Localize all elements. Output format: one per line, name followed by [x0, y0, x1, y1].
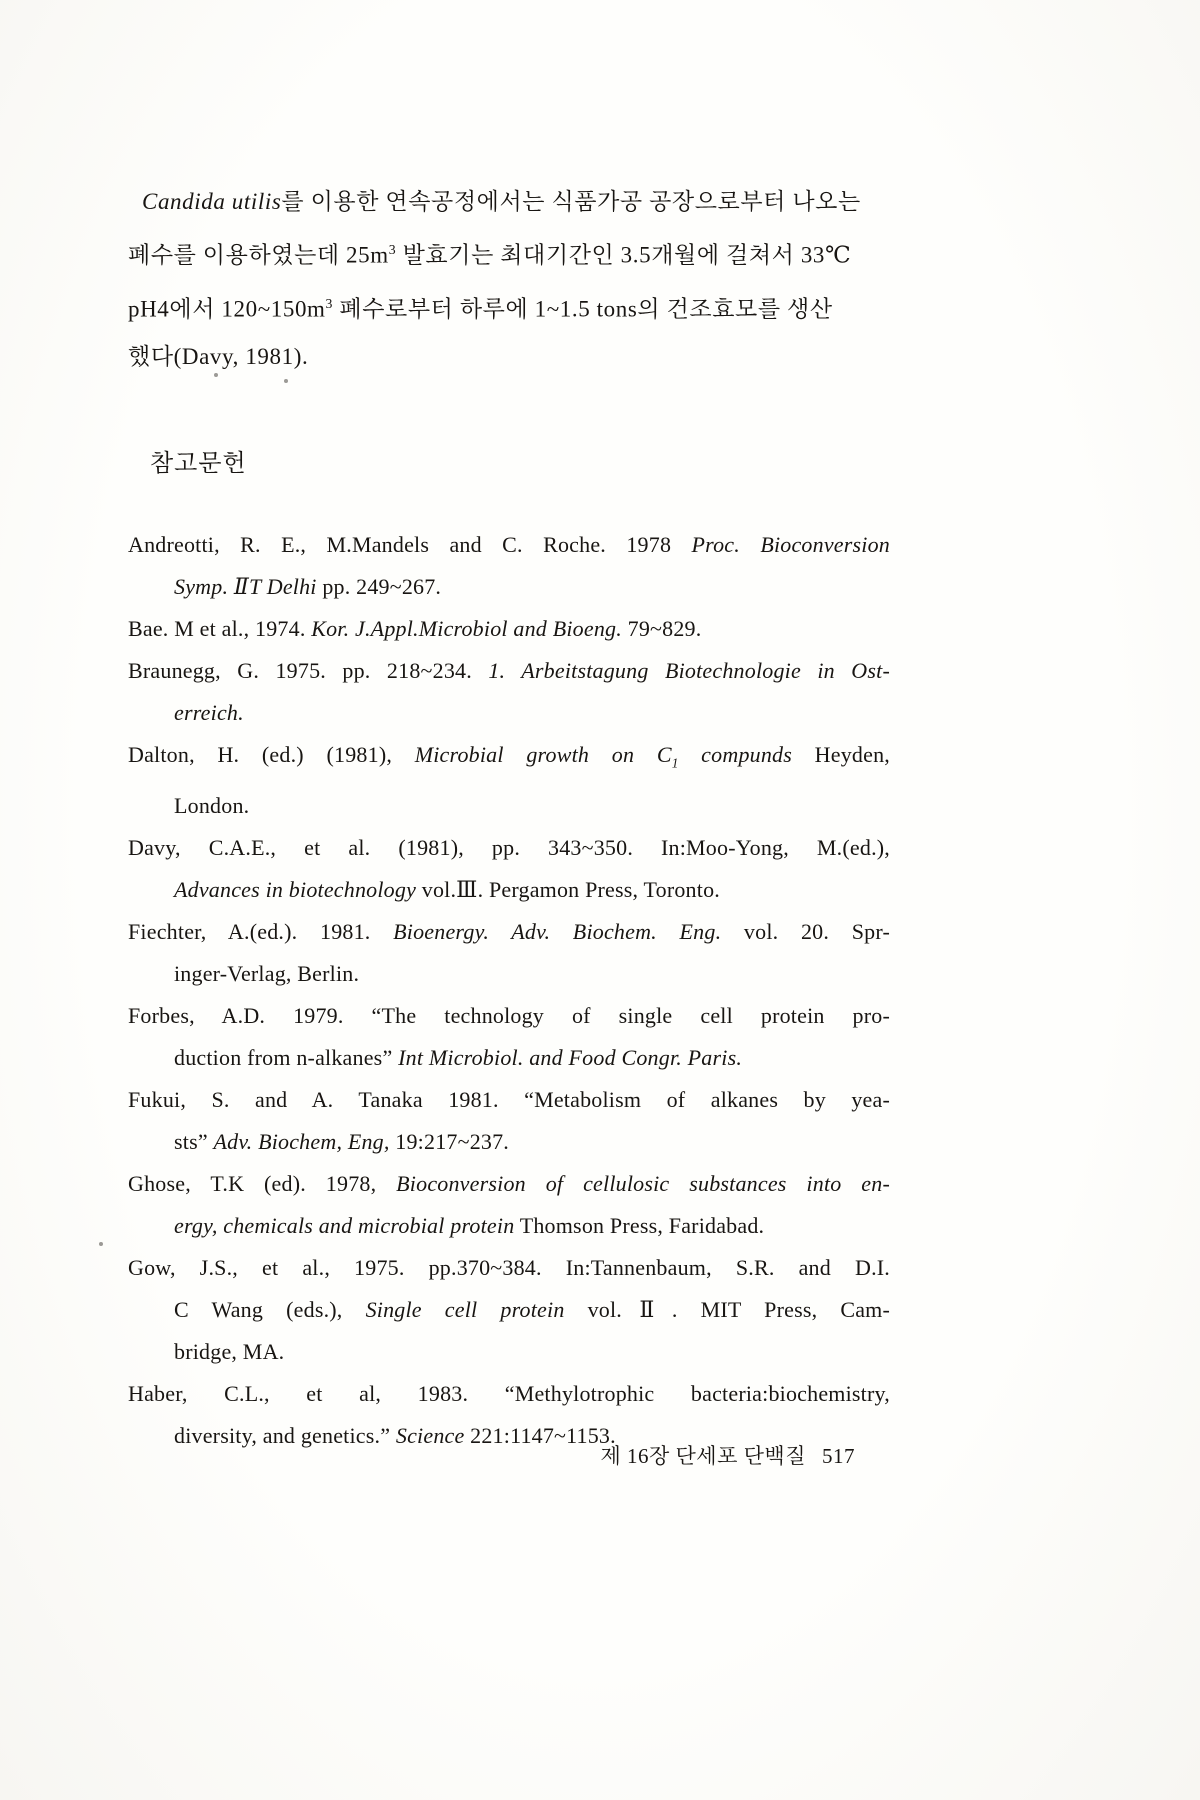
intro-line: [128, 178, 890, 226]
scan-artifact-dot: [99, 1242, 103, 1246]
reference-entry: [128, 911, 890, 995]
text-run: Forbes, A.D. 1979. “The technology of single cell protein pro-: [128, 1002, 890, 1028]
text-run: 19:217~237.: [389, 1128, 509, 1154]
text-run: Heyden,: [792, 742, 890, 768]
reference-entry: [128, 827, 890, 911]
text-run: 221:1147~1153.: [464, 1422, 616, 1448]
text-run: sts”: [174, 1128, 214, 1154]
reference-entry: [128, 1163, 890, 1247]
reference-line: [128, 650, 890, 692]
reference-line: [128, 734, 890, 784]
page-content: [128, 178, 890, 1457]
text-run: Microbial growth on C: [414, 742, 672, 768]
text-run: bridge, MA.: [174, 1338, 285, 1364]
footer-chapter-title: 제 16장 단세포 단백질: [600, 1444, 806, 1468]
text-run: Haber, C.L., et al, 1983. “Methylotrophic bacteria:biochemistry,: [128, 1380, 890, 1406]
reference-line: [128, 566, 890, 608]
reference-entry: [128, 1079, 890, 1163]
reference-entry: [128, 995, 890, 1079]
text-run: Braunegg, G. 1975. pp. 218~234.: [128, 658, 489, 684]
text-run: 했다(Davy, 1981).: [128, 344, 309, 370]
reference-line: [128, 869, 890, 911]
reference-entry: [128, 650, 890, 734]
text-run: ergy, chemicals and microbial protein: [174, 1212, 515, 1238]
text-run: Proc. Bioconversion: [691, 532, 890, 558]
text-run: erreich.: [174, 700, 244, 726]
reference-entry: [128, 608, 890, 650]
reference-line: [128, 995, 890, 1037]
text-run: 폐수로부터 하루에 1~1.5 tons의 건조효모를 생산: [333, 296, 833, 322]
text-run: 발효기는 최대기간인 3.5개월에 걸쳐서 33℃: [396, 242, 852, 268]
text-run: Fukui, S. and A. Tanaka 1981. “Metabolism of alkanes by yea-: [128, 1086, 890, 1112]
text-run: Dalton, H. (ed.) (1981),: [128, 742, 415, 768]
text-run: pH4에서 120~150m: [128, 296, 326, 322]
reference-line: [128, 524, 890, 566]
text-run: vol. 20. Spr-: [721, 918, 890, 944]
reference-line: [128, 1205, 890, 1247]
text-run: Ghose, T.K (ed). 1978,: [128, 1170, 397, 1196]
intro-line: [128, 280, 890, 334]
text-run: Kor. J.Appl.Microbiol and Bioeng.: [311, 616, 622, 642]
text-run: duction from n-alkanes”: [174, 1044, 399, 1070]
intro-line: [128, 333, 890, 381]
text-run: 3: [325, 295, 334, 311]
reference-line: [128, 692, 890, 734]
references-heading: 참고문헌: [150, 451, 247, 478]
reference-line: [128, 1037, 890, 1079]
page-footer: [128, 1440, 855, 1470]
reference-line: [128, 608, 890, 650]
text-run: London.: [174, 792, 250, 818]
reference-line: [128, 911, 890, 953]
text-run: Andreotti, R. E., M.Mandels and C. Roche. 1978: [128, 532, 692, 558]
text-run: vol.Ⅲ. Pergamon Press, Toronto.: [416, 876, 720, 902]
text-run: Candida utilis: [142, 189, 282, 214]
text-run: diversity, and genetics.”: [174, 1422, 396, 1448]
reference-line: [128, 1079, 890, 1121]
text-run: vol.Ⅱ. MIT Press, Cam-: [564, 1296, 891, 1322]
reference-entry: [128, 1247, 890, 1373]
text-run: Advances in biotechnology: [174, 876, 417, 902]
reference-line: [128, 1289, 890, 1331]
text-run: inger-Verlag, Berlin.: [174, 960, 360, 986]
text-run: Fiechter, A.(ed.). 1981.: [128, 918, 394, 944]
references-list: [128, 524, 890, 1456]
reference-entry: [128, 734, 890, 826]
text-run: Adv. Biochem, Eng,: [213, 1128, 390, 1154]
text-run: Bioenergy. Adv. Biochem. Eng.: [393, 918, 722, 944]
reference-line: [128, 1247, 890, 1289]
intro-line: [128, 226, 890, 280]
scan-artifact-dot: [284, 379, 288, 383]
text-run: 1. Arbeitstagung Biotechnologie in Ost-: [488, 658, 890, 684]
text-run: compunds: [678, 742, 792, 768]
text-run: Science: [395, 1422, 465, 1448]
text-run: 를 이용한 연속공정에서는 식품가공 공장으로부터 나오는: [281, 189, 861, 214]
footer-page-number: 517: [822, 1444, 855, 1468]
reference-line: [128, 827, 890, 869]
text-run: 3: [388, 242, 397, 257]
text-run: 79~829.: [621, 616, 702, 642]
scan-artifact-dot: [214, 373, 218, 377]
text-run: Gow, J.S., et al., 1975. pp.370~384. In:Tannenbaum, S.R. and D.I.: [128, 1254, 890, 1280]
reference-entry: [128, 524, 890, 608]
text-run: Bioconversion of cellulosic substances into en-: [396, 1170, 891, 1196]
text-run: 1: [671, 755, 679, 771]
reference-line: [128, 1331, 890, 1373]
reference-line: [128, 1121, 890, 1163]
text-run: Int Microbiol. and Food Congr. Paris.: [398, 1044, 743, 1070]
text-run: Davy, C.A.E., et al. (1981), pp. 343~350. In:Moo-Yong, M.(ed.),: [128, 834, 890, 860]
reference-line: [128, 1373, 890, 1415]
reference-line: [128, 785, 890, 827]
intro-paragraph: [128, 178, 890, 381]
text-run: pp. 249~267.: [316, 574, 442, 600]
text-run: Bae. M et al., 1974.: [128, 616, 312, 642]
reference-line: [128, 953, 890, 995]
text-run: Single cell protein: [365, 1296, 565, 1322]
text-run: Symp. ⅡT Delhi: [174, 574, 317, 600]
reference-line: [128, 1163, 890, 1205]
text-run: Thomson Press, Faridabad.: [514, 1212, 765, 1238]
text-run: 폐수를 이용하였는데 25m: [128, 242, 389, 268]
text-run: C Wang (eds.),: [174, 1296, 366, 1322]
